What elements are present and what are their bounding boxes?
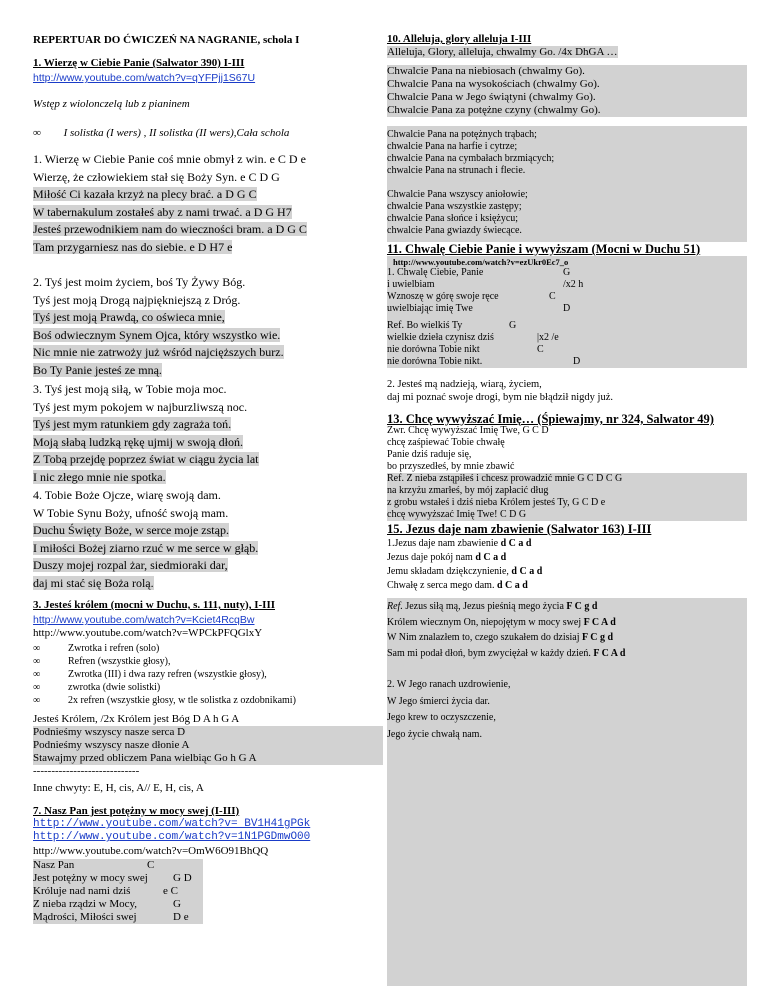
lyric-line: Chwalcie Pana w Jego świątyni (chwalmy Go).	[387, 91, 596, 103]
song-3-link-2[interactable]: http://www.youtube.com/watch?v=WPCkPFQGlxY	[33, 627, 263, 639]
lyric-line: Z Tobą przejdę poprzez świat w ciągu życia lat	[33, 452, 259, 466]
lyric-line: nie dorówna Tobie nikt. D	[387, 356, 581, 367]
lyric-line: Mądrości, Miłości swej D e	[33, 911, 189, 923]
song-1-bullet-text: I solistka (I wers) , II solistka (II wers),Cała schola	[63, 127, 290, 139]
song-7-link-1[interactable]: http://www.youtube.com/watch?v= BV1H41gPGk	[33, 818, 311, 830]
lyric-line: Jemu składam dziękczynienie, d C a d	[387, 566, 543, 577]
lyric-line: chwalcie Pana na cymbałach brzmiących;	[387, 153, 555, 164]
song-7-lyrics	[33, 859, 203, 924]
lyric-line: W Tobie Synu Boży, ufność swoją mam.	[33, 505, 229, 520]
lyric-line: Podnieśmy wszyscy nasze serca D	[33, 726, 186, 738]
list-item: ∞ Zwrotka (III) i dwa razy refren (wszystkie głosy),	[33, 669, 267, 680]
lyric-line: Tyś jest moją Prawdą, co oświeca mnie,	[33, 310, 225, 324]
bullet-icon: ∞	[33, 656, 41, 667]
divider: -----------------------------	[33, 765, 140, 777]
bullet-icon: ∞	[33, 643, 41, 654]
lyric-line: Duszy mojej rozpal żar, siedmioraki dar,	[33, 558, 228, 572]
song-1-verse-4	[33, 487, 258, 592]
lyric-line: Chwalcie Pana na potężnych trąbach;	[387, 129, 537, 140]
lyric-line: Podnieśmy wszyscy nasze dłonie A	[33, 739, 190, 751]
lyric-line: Nic mnie nie zatrwoży już wśród najcięższych burz.	[33, 345, 284, 359]
lyric-line: nie dorówna Tobie nikt C	[387, 344, 544, 355]
lyric-line: Z nieba rządzi w Mocy, G	[33, 898, 181, 910]
song-11-verse-1	[387, 267, 747, 315]
lyric-line: Chwalcie Pana wszyscy aniołowie;	[387, 189, 528, 200]
song-15-title: 15. Jezus daje nam zbawienie (Salwator 163) I-III	[387, 522, 652, 536]
lyric-line: Stawajmy przed obliczem Pana wielbiąc Go h G A	[33, 752, 257, 764]
song-1-bullet	[33, 127, 289, 140]
song-13-title: 13. Chcę wywyższać Imię… (Śpiewajmy, nr 324, Salwator 49)	[387, 412, 714, 426]
lyric-line: 2. Tyś jest moim życiem, boś Ty Żywy Bóg.	[33, 275, 246, 289]
song-1-verse-3	[33, 381, 259, 486]
page-header: REPERTUAR DO ĆWICZEŃ NA NAGRANIE, schola I	[33, 34, 300, 46]
lyric-line: 3. Tyś jest moją siłą, w Tobie moja moc.	[33, 382, 227, 396]
song-10-verses	[387, 65, 747, 117]
song-1-title: 1. Wierzę w Ciebie Panie (Salwator 390) I-III	[33, 57, 245, 69]
lyric-line: Duchu Święty Boże, w serce moje zstąp.	[33, 523, 229, 537]
lyric-line: Królem wiecznym On, niepojętym w mocy swej F C A d	[387, 616, 616, 628]
lyric-line: daj mi poznać swoje drogi, bym nie błądził nigdy już.	[387, 391, 613, 403]
song-3-link-1[interactable]: http://www.youtube.com/watch?v=Kciet4RcqBw	[33, 614, 255, 626]
lyric-line: daj mi stać się Boża rolą.	[33, 575, 154, 590]
song-3-title: 3. Jesteś królem (mocni w Duchu, s. 111, nuty), I-III	[33, 599, 276, 611]
lyric-line: 4. Tobie Boże Ojcze, wiarę swoją dam.	[33, 488, 221, 502]
song-10-title: 10. Alleluja, glory alleluja I-III	[387, 33, 532, 45]
lyric-line: Chwalcie Pana na niebiosach (chwalmy Go).	[387, 65, 585, 77]
lyric-line: i uwielbiam /x2 h	[387, 279, 584, 290]
lyric-line: Ref. Bo wielkiś Ty G	[387, 320, 517, 331]
lyric-line: z grobu wstałeś i dziś nieba Królem jesteś Ty, G C D e	[387, 497, 606, 508]
lyric-line: I miłości Bożej ziarno rzuć w me serce w głąb.	[33, 540, 259, 555]
song-1-verse-1	[33, 151, 307, 256]
song-7-link-3[interactable]: http://www.youtube.com/watch?v=OmW6O91BhQQ	[33, 845, 269, 857]
lyric-line: Chwalcie Pana za potężne czyny (chwalmy Go).	[387, 104, 601, 116]
song-15-verse-1	[387, 537, 542, 593]
list-item: ∞ 2x refren (wszystkie głosy, w tle solistka z ozdobnikami)	[33, 695, 296, 706]
song-7-link-2[interactable]: http://www.youtube.com/watch?v=1N1PGDmwO00	[33, 831, 311, 843]
lyric-line: Miłość Ci kazała krzyż na plecy brać. a D G C	[33, 187, 257, 201]
lyric-line: Tyś jest mym pokojem w najburzliwszą noc.	[33, 399, 248, 414]
lyric-line: chwalcie Pana wszystkie zastępy;	[387, 201, 522, 212]
lyric-line: 1.Jezus daje nam zbawienie d C a d	[387, 538, 532, 549]
song-1-link[interactable]: http://www.youtube.com/watch?v=qYFPjj1S67U	[33, 72, 256, 84]
song-10-line-1	[387, 46, 618, 59]
lyric-line: Tyś jest moją Drogą najpiękniejszą z Dróg.	[33, 292, 241, 307]
lyric-line: Sam mi podał dłoń, bym zwyciężał w każdy dzień. F C A d	[387, 647, 626, 659]
bullet-icon: ∞	[33, 669, 41, 680]
song-7-title: 7. Nasz Pan jest potężny w mocy swej (I-III)	[33, 805, 240, 817]
lyric-line: Nasz Pan C	[33, 859, 155, 871]
lyric-line: na krzyżu zmarłeś, by mój zapłacić dług	[387, 485, 549, 496]
lyric-line: Bo Ty Panie jesteś ze mną.	[33, 362, 162, 377]
lyric-line: wielkie dzieła czynisz dziś |x2 /e	[387, 332, 559, 343]
song-3-bullets	[33, 642, 296, 707]
song-11-link[interactable]: http://www.youtube.com/watch?v=ezUkr0Ec7_o	[393, 257, 569, 267]
lyric-line: Zwr. Chcę wywyższać Imię Twe, G C D	[387, 425, 549, 436]
lyric-line: chcę zaśpiewać Tobie chwałę	[387, 437, 505, 448]
list-item: ∞ Refren (wszystkie głosy),	[33, 656, 171, 667]
lyric-line: W Jego śmierci życia dar.	[387, 695, 490, 707]
lyric-line: I nic złego mnie nie spotka.	[33, 469, 166, 484]
lyric-line: Moją słabą ludzką rękę ujmij w swoją dłoń.	[33, 434, 243, 449]
lyric-line: Ref. Jezus siłą mą, Jezus pieśnią mego życia F C g d	[387, 601, 598, 612]
lyric-line: 1. Wierzę w Ciebie Panie coś mnie obmył z win. e C D e	[33, 152, 306, 166]
lyric-line: Jest potężny w mocy swej G D	[33, 872, 192, 884]
lyric-line: uwielbiając imię Twe D	[387, 303, 571, 314]
bullet-icon: ∞	[33, 695, 41, 706]
lyric-line: W Nim znalazłem to, czego szukałem do dzisiaj F C g d	[387, 632, 614, 643]
list-item: ∞ zwrotka (dwie solistki)	[33, 682, 161, 693]
lyric-line: chcę wywyższać Imię Twe! C D G	[387, 509, 527, 520]
song-13-refrain	[387, 473, 747, 521]
bullet-icon: ∞	[33, 127, 41, 139]
lyric-line: Jesteś Królem, /2x Królem jest Bóg D A h G A	[33, 713, 240, 725]
lyric-line: chwalcie Pana słońce i księżycu;	[387, 213, 519, 224]
lyric-line: bo przyszedłeś, by mnie zbawić	[387, 461, 515, 472]
song-11-title: 11. Chwalę Ciebie Panie i wywyższam (Mocni w Duchu 51)	[387, 242, 747, 256]
lyric-line: Chwalcie Pana na wysokościach (chwalmy Go).	[387, 78, 600, 90]
lyric-line: chwalcie Pana gwiazdy świecące.	[387, 225, 522, 236]
song-3-lyrics	[33, 713, 383, 795]
song-11-refrain	[387, 320, 747, 368]
lyric-line: Jego krew to oczyszczenie,	[387, 712, 496, 723]
song-11-verse-2	[387, 379, 613, 404]
lyric-line: Jego życie chwałą nam.	[387, 728, 482, 740]
lyric-line: Króluje nad nami dziś e C	[33, 885, 178, 897]
lyric-line: Alleluja, Glory, alleluja, chwalmy Go. /4x DhGA …	[387, 46, 618, 58]
list-item: ∞ Zwrotka i refren (solo)	[33, 643, 160, 654]
lyric-line: chwalcie Pana na strunach i flecie.	[387, 165, 526, 176]
song-3-other-chords: Inne chwyty: E, H, cis, A// E, H, cis, A	[33, 782, 204, 794]
song-1-intro: Wstęp z wiolonczelą lub z pianinem	[33, 98, 190, 110]
lyric-line: Tyś jest mym ratunkiem gdy zagraża toń.	[33, 417, 232, 431]
lyric-line: Jezus daje pokój nam d C a d	[387, 552, 507, 563]
lyric-line: Chwałę z serca mego dam. d C a d	[387, 580, 528, 591]
lyric-line: Jesteś przewodnikiem nam do wieczności bram. a D G C	[33, 222, 307, 236]
song-3-shaded-block	[33, 726, 383, 765]
song-15-verse-2	[387, 677, 747, 743]
lyric-line: Wznoszę w górę swoje ręce C	[387, 291, 556, 302]
lyric-line: 1. Chwalę Ciebie, Panie G	[387, 267, 571, 278]
lyric-line: Ref. Z nieba zstąpiłeś i chcesz prowadzić mnie G C D C G	[387, 473, 623, 484]
lyric-line: Tam przygarniesz nas do siebie. e D H7 e	[33, 239, 233, 254]
lyric-line: Wierzę, że człowiekiem stał się Boży Syn. e C D G	[33, 169, 280, 184]
lyric-line: Boś odwiecznym Synem Ojca, który wszystko wie.	[33, 327, 281, 342]
song-15-box	[387, 598, 747, 986]
lyric-line: 2. Jesteś mą nadzieją, wiarą, życiem,	[387, 379, 542, 390]
lyric-line: chwalcie Pana na harfie i cytrze;	[387, 141, 518, 152]
lyric-line: W tabernakulum zostałeś aby z nami trwać. a D G H7	[33, 204, 292, 219]
song-13-verse	[387, 425, 549, 473]
lyric-line: 2. W Jego ranach uzdrowienie,	[387, 679, 511, 690]
bullet-icon: ∞	[33, 682, 41, 693]
song-1-verse-2	[33, 274, 284, 379]
lyric-line: Panie dziś raduje się,	[387, 449, 472, 460]
